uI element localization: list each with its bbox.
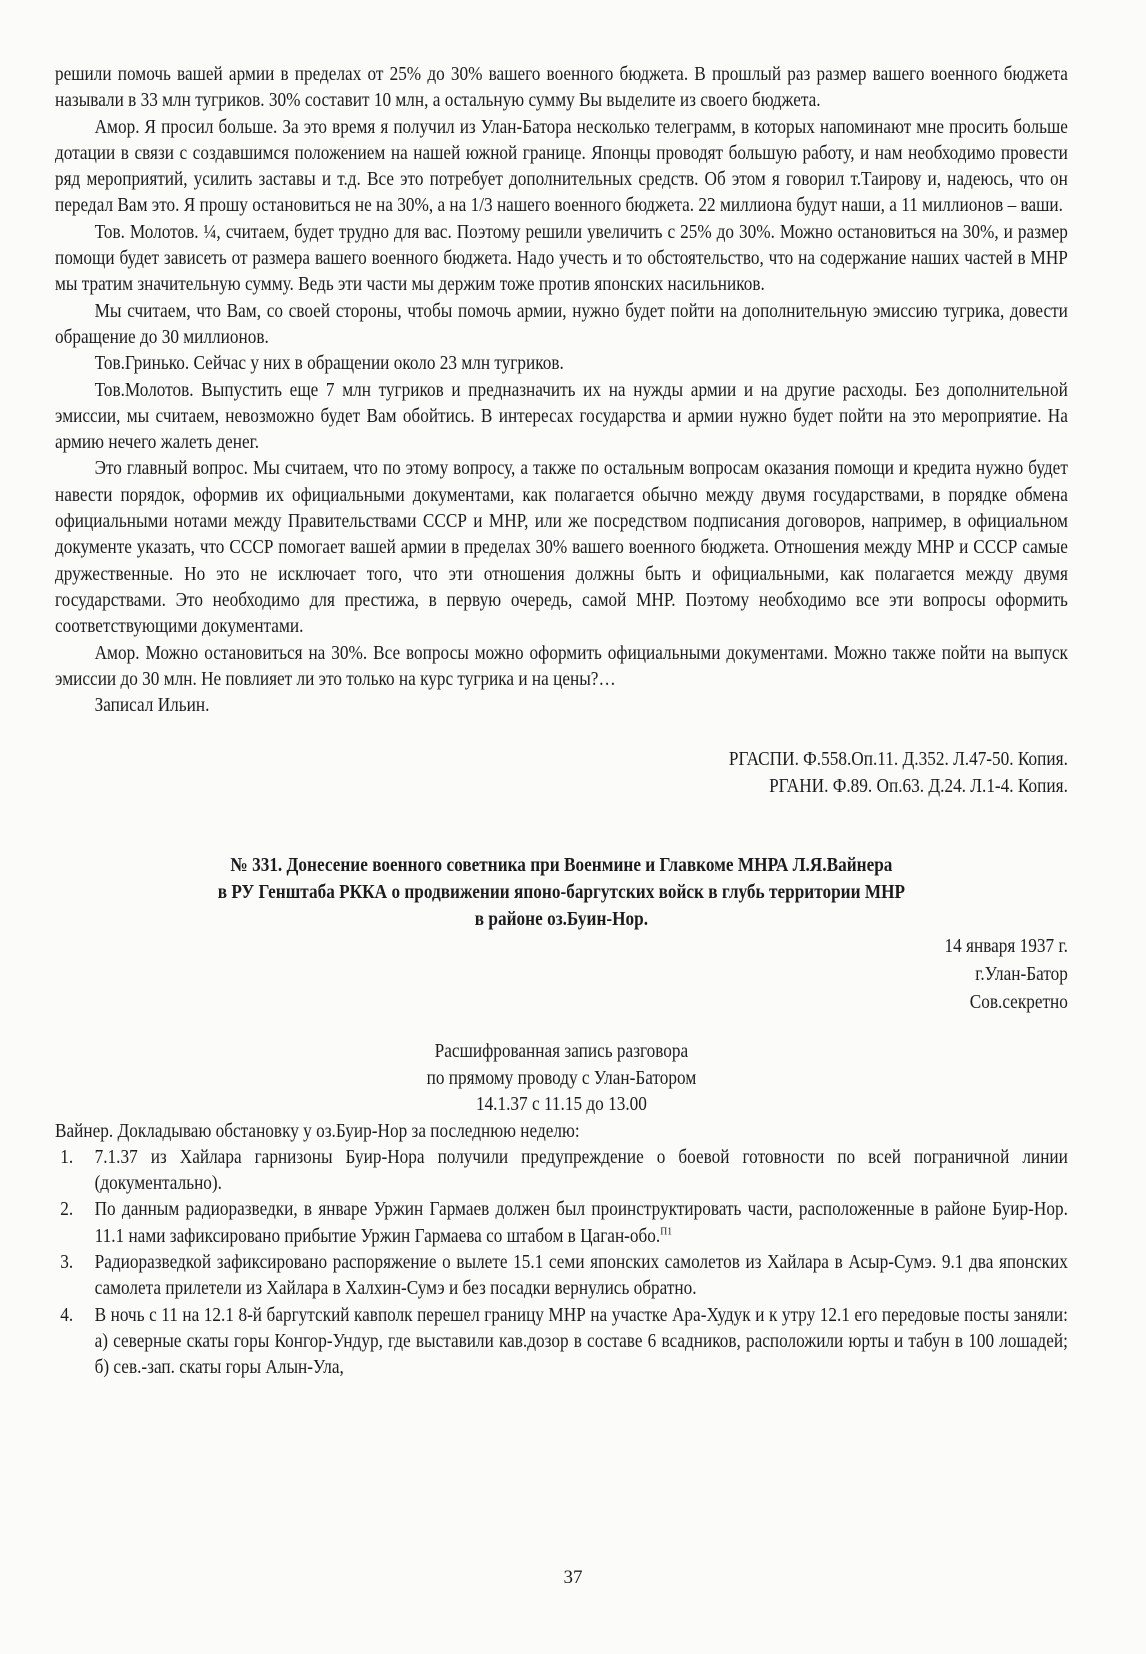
document-place: г.Улан-Батор [975, 964, 1068, 986]
item-number: 1. [60, 1146, 74, 1168]
report-list [55, 1145, 1068, 1382]
classification-stamp: Сов.секретно [969, 992, 1068, 1014]
item-text: По данным радиоразведки, в январе Уржин Гармаев должен был проинструктировать части, расположенные в районе Буир-Нор. 11.1 нами зафиксировано прибытие Уржин Гармаева со штабом в Цаган-обо. [94, 1199, 1068, 1247]
paragraph-grinko: Тов.Гринько. Сейчас у них в обращении около 23 млн тугриков. [94, 353, 564, 375]
subhead-line: Расшифрованная запись разговора [434, 1041, 689, 1063]
title-line: в районе оз.Буин-Нор. [474, 909, 649, 931]
title-line: в РУ Генштаба РККА о продвижении японо-баргутских войск в глубь территории МНР [217, 882, 906, 904]
paragraph-molotov-1: Тов. Молотов. ¼, считаем, будет трудно для вас. Поэтому решили увеличить с 25% до 30%. Можно остановиться на 30%, и размер помощи будет зависеть от размера вашего военного бюджета. Надо учесть и то обстоятельство, что на содержание наших частей в МНР мы тратим значительную сумму. Ведь эти части мы держим тоже против японских насильников. [55, 221, 1068, 296]
title-line: № 331. Донесение военного советника при Военмине и Главкоме МНРА Л.Я.Вайнера [230, 855, 893, 877]
document-page [55, 62, 1068, 1381]
text-column [55, 62, 1068, 1381]
list-item [55, 1145, 1068, 1198]
item-number: 2. [60, 1199, 74, 1221]
page-number: 37 [563, 1567, 583, 1588]
list-item [55, 1303, 1068, 1382]
list-item [55, 1197, 1068, 1250]
item-number: 4. [60, 1304, 74, 1326]
archive-sources [55, 747, 1068, 800]
document-title [55, 852, 1068, 933]
subhead-line: 14.1.37 с 11.15 до 13.00 [475, 1094, 647, 1116]
paragraph-molotov-4: Это главный вопрос. Мы считаем, что по этому вопросу, а также по остальным вопросам оказания помощи и кредита нужно будет навести порядок, оформив их официальными документами, как полагается обычно между двумя государствами, в порядке обмена официальными нотами между Правительствами СССР и МНР, или же посредством подписания договоров, например, в официальном документе указать, что СССР помогает вашей армии в пределах 30% вашего военного бюджета. Отношения между МНР и СССР самые дружественные. Но это не исключает того, что эти отношения должны быть и официальными, как полагается между двумя государствами. Это необходимо для престижа, в первую очередь, самой МНР. Поэтому необходимо все эти вопросы оформить соответствующими документами. [55, 458, 1068, 638]
report-intro: Вайнер. Докладываю обстановку у оз.Буир-Нор за последнюю неделю: [55, 1120, 580, 1142]
paragraph-amor-1: Амор. Я просил больше. За это время я получил из Улан-Батора несколько телеграмм, в которых напоминают мне просить больше дотации в связи с создавшимся положением на нашей южной границе. Японцы проводят большую работу, и нам необходимо провести ряд мероприятий, усилить заставы и т.д. Все это потребует дополнительных средств. Об этом я говорил т.Таирову и, надеюсь, что он передал Вам это. Я прошу остановиться не на 30%, а на 1/3 нашего военного бюджета. 22 миллиона будут наши, а 11 миллионов – ваши. [55, 116, 1068, 217]
paragraph: решили помочь вашей армии в пределах от 25% до 30% вашего военного бюджета. В прошлый раз размер вашего военного бюджета называли в 33 млн тугриков. 30% составит 10 млн, а остальную сумму Вы выделите из своего бюджета. [55, 64, 1068, 112]
transcript-heading [55, 1039, 1068, 1119]
document-date: 14 января 1937 г. [944, 936, 1068, 958]
item-text: 7.1.37 из Хайлара гарнизоны Буир-Нора получили предупреждение о боевой готовности по всей пограничной линии (документально). [94, 1146, 1068, 1195]
source-citation: РГАНИ. Ф.89. Оп.63. Д.24. Л.1-4. Копия. [769, 775, 1068, 797]
paragraph-amor-2: Амор. Можно остановиться на 30%. Все вопросы можно оформить официальными документами. Можно также пойти на выпуск эмиссии до 30 млн. Не повлияет ли это только на курс тугрика и на цены?… [55, 642, 1068, 690]
subhead-line: по прямому проводу с Улан-Батором [426, 1067, 697, 1089]
recorded-by: Записал Ильин. [94, 695, 210, 717]
item-text: В ночь с 11 на 12.1 8-й баргутский кавполк перешел границу МНР на участке Ара-Худук и к утру 12.1 его передовые посты заняли: а) северные скаты горы Конгор-Ундур, где выставили кав.дозор в составе 6 всадников, расположили юрты и табун в 100 лошадей; б) сев.-зап. скаты горы Алын-Ула, [94, 1304, 1068, 1379]
source-citation: РГАСПИ. Ф.558.Оп.11. Д.352. Л.47-50. Копия. [728, 749, 1068, 771]
document-meta [55, 933, 1068, 1017]
footnote-marker: П1 [660, 1225, 673, 1238]
item-number: 3. [60, 1252, 74, 1273]
paragraph-molotov-3: Тов.Молотов. Выпустить еще 7 млн тугриков и предназначить их на нужды армии и на другие расходы. Без дополнительной эмиссии, мы считаем, невозможно будет Вам обойтись. В интересах государства и армии нужно будет пойти на это мероприятие. На армию нечего жалеть денег. [55, 379, 1068, 454]
paragraph-molotov-2: Мы считаем, что Вам, со своей стороны, чтобы помочь армии, нужно будет пойти на дополнительную эмиссию тугрика, довести обращение до 30 миллионов. [55, 300, 1068, 348]
list-item [55, 1250, 1068, 1303]
item-text: Радиоразведкой зафиксировано распоряжение о вылете 15.1 семи японских самолетов из Хайлара в Асыр-Сумэ. 9.1 два японских самолета прилетели из Хайлара в Халхин-Сумэ и без посадки вернулись обратно. [94, 1252, 1068, 1300]
